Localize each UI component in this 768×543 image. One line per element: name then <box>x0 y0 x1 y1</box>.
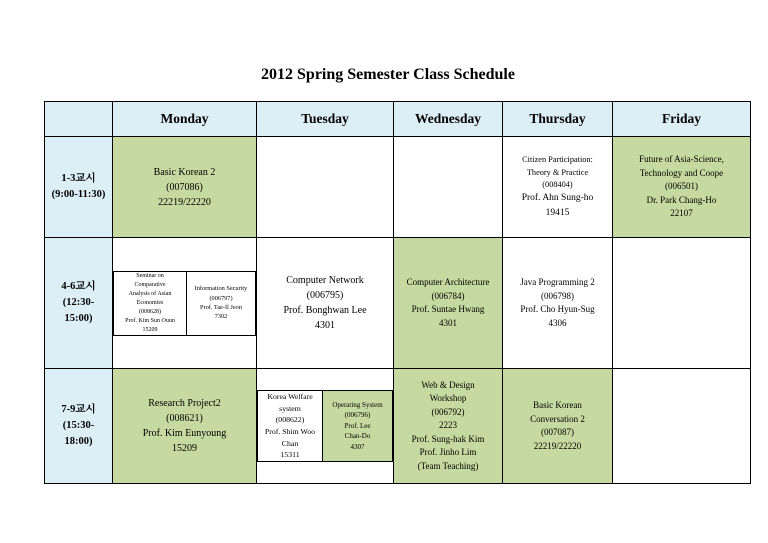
course-room: 7302 <box>214 313 228 321</box>
page-title: 2012 Spring Semester Class Schedule <box>261 66 515 83</box>
course-code: (008628) <box>139 308 161 315</box>
course-name-cont: Theory & Practice <box>526 167 589 177</box>
course-name-cont: Conversation 2 <box>530 413 585 424</box>
course-room: 15311 <box>280 450 300 460</box>
course-name: Computer Network <box>286 275 364 286</box>
empty-cell <box>257 137 394 238</box>
course-name: Basic Korean <box>533 400 582 410</box>
course-code: (006795) <box>306 290 344 301</box>
course-code: (006798) <box>541 290 574 301</box>
course-name: Operating System <box>332 400 383 409</box>
course-cell-basic-korean-2 <box>113 137 257 238</box>
period-time: (15:30- <box>62 420 95 432</box>
course-code: (008622) <box>275 415 305 425</box>
schedule-table <box>44 101 751 484</box>
course-code: (006501) <box>665 181 698 192</box>
course-cell-information-security <box>187 271 256 335</box>
course-cell-operating-system <box>323 390 393 461</box>
course-code: (006797) <box>209 294 233 302</box>
course-code: (008404) <box>542 179 573 189</box>
day-header-wednesday: Wednesday <box>394 102 503 137</box>
course-name: Research Project2 <box>148 398 221 409</box>
course-code: (006796) <box>344 411 371 420</box>
period-time: 15:00) <box>64 312 93 324</box>
course-name: Korea Welfare <box>267 391 313 401</box>
course-professor: Prof. Cho Hyun-Sug <box>520 304 595 314</box>
course-cell-future-of-asia <box>613 137 751 238</box>
course-code: (006792) <box>431 406 465 417</box>
course-code: (007087) <box>541 427 574 437</box>
period-label: 4-6교시 <box>61 281 96 293</box>
period-row-3 <box>45 369 751 484</box>
split-cell-monday <box>113 238 257 369</box>
course-professor: Prof. Sung-hak Kim <box>411 433 485 444</box>
course-name: Web & Design <box>421 379 475 390</box>
course-name: Future of Asia-Science, <box>639 154 724 165</box>
corner-cell <box>45 102 113 137</box>
course-name: Citizen Participation: <box>522 155 593 165</box>
course-professor-cont: Chan-Do <box>344 432 371 441</box>
empty-cell <box>613 238 751 369</box>
day-header-monday: Monday <box>113 102 257 137</box>
course-room: 22219/22220 <box>158 196 211 208</box>
course-name: Java Programming 2 <box>520 277 595 287</box>
course-name-cont: Technology and Coope <box>639 167 724 178</box>
course-professor: Prof. Shim Woo <box>264 427 316 436</box>
course-professor: Prof. Kim Eunyoung <box>142 428 227 439</box>
course-name-cont: Economies <box>136 299 164 306</box>
day-header-thursday: Thursday <box>503 102 613 137</box>
course-cell-java-programming-2 <box>503 238 613 369</box>
course-room: 4306 <box>548 317 567 328</box>
course-cell-basic-korean-conversation-2 <box>503 369 613 484</box>
split-table <box>257 390 393 462</box>
course-room: 19415 <box>545 207 570 218</box>
empty-cell <box>613 369 751 484</box>
course-professor: Dr. Park Chang-Ho <box>646 194 717 205</box>
course-professor: Prof. Tae-Il Jeon <box>200 304 242 311</box>
course-cell-computer-architecture <box>394 238 503 369</box>
course-cell-research-project2 <box>113 369 257 484</box>
course-name-cont: system <box>279 403 301 413</box>
course-code: (008621) <box>166 413 203 424</box>
course-code: (007086) <box>166 181 203 193</box>
course-cell-web-design-workshop <box>394 369 503 484</box>
course-professor: Prof. Ahn Sung-ho <box>521 193 594 204</box>
course-professor-cont: Chan <box>281 438 299 448</box>
course-name-cont: Workshop <box>429 393 467 404</box>
course-cell-computer-network <box>257 238 394 369</box>
period-row-1 <box>45 137 751 238</box>
period-time: 18:00) <box>64 435 93 447</box>
period-label: 7-9교시 <box>61 404 96 416</box>
period-row-2 <box>45 238 751 369</box>
course-room: 15209 <box>142 326 158 333</box>
course-cell-seminar-asian-economies <box>114 271 187 335</box>
course-professor: Prof. Bonghwan Lee <box>283 305 367 316</box>
header-row <box>45 102 751 137</box>
course-cell-korea-welfare-system <box>258 390 323 461</box>
course-professor: Prof. Suntae Hwang <box>411 304 485 314</box>
course-room: 4307 <box>350 442 365 451</box>
course-room: 4301 <box>315 320 335 331</box>
day-header-friday: Friday <box>613 102 751 137</box>
course-name-cont: Comparative <box>134 281 166 288</box>
course-professor: Prof. Kim Sun Ouun <box>125 317 175 324</box>
empty-cell <box>394 137 503 238</box>
period-label: 1-3교시 <box>61 173 96 185</box>
course-code: (006784) <box>431 290 465 301</box>
course-professor: Prof. Lee <box>344 421 371 430</box>
period-label-2 <box>45 238 113 369</box>
course-note: (Team Teaching) <box>417 460 479 471</box>
course-room: 15209 <box>172 443 197 454</box>
period-label-3 <box>45 369 113 484</box>
split-cell-tuesday <box>257 369 394 484</box>
course-cell-citizen-participation <box>503 137 613 238</box>
course-name: Computer Architecture <box>406 277 490 287</box>
split-table <box>113 271 256 336</box>
day-header-tuesday: Tuesday <box>257 102 394 137</box>
course-room: 22107 <box>670 208 693 219</box>
period-label-1 <box>45 137 113 238</box>
course-room: 22219/22220 <box>533 440 582 451</box>
course-name: Basic Korean 2 <box>153 166 216 178</box>
course-name-cont: Analysis of Asian <box>128 290 172 297</box>
period-time: (12:30- <box>62 297 95 309</box>
course-room: 4301 <box>439 317 457 328</box>
course-name: Information Security <box>194 285 248 293</box>
course-professor: Prof. Jinho Lim <box>419 447 477 458</box>
course-name: Seminar on <box>136 272 164 279</box>
period-time: (9:00-11:30) <box>51 189 106 200</box>
course-room: 2223 <box>439 420 457 431</box>
